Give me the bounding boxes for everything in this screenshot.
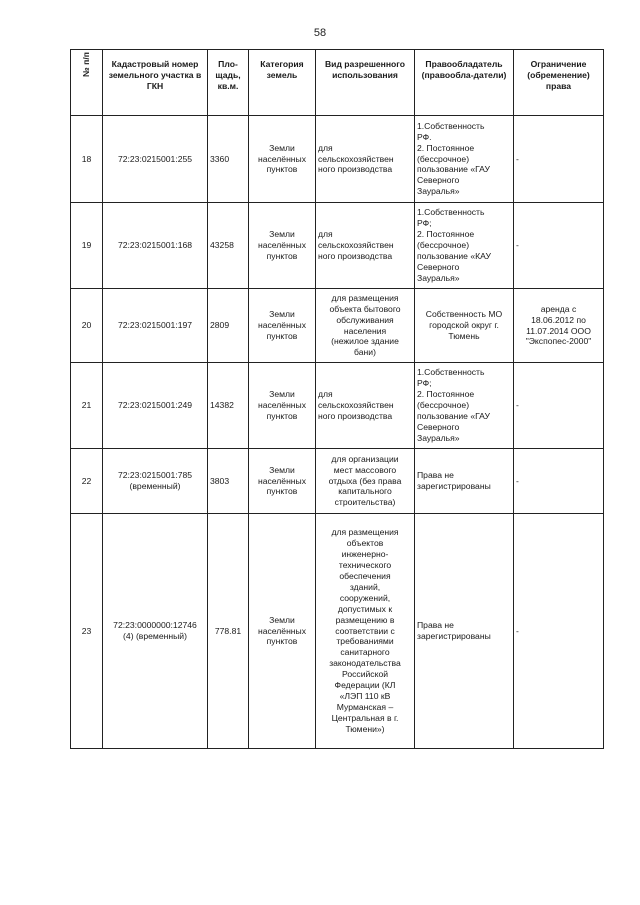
header-permitted-use: Вид разрешенного использования [316,50,415,116]
row-number: 20 [71,289,103,363]
area-value: 3803 [208,449,249,514]
encumbrance: - [514,449,604,514]
page-number: 58 [313,27,327,39]
table-row [71,289,604,363]
permitted-use: для размещения объектов инженерно- технического обеспечения зданий, сооружений, допустимых к размещению в соответствии с требованиями санитарного законодательства Российской Федерации (КЛ «ЛЭП 110 кВ Мурманская – Центральная в г. Тюмени») [316,514,415,749]
land-category: Земли населённых пунктов [249,203,316,289]
table-row [71,449,604,514]
cadastral-number: 72:23:0215001:785 (временный) [103,449,208,514]
header-cadastral-number: Кадастровый номер земельного участка в ГКН [103,50,208,116]
table-row [71,514,604,749]
row-number: 22 [71,449,103,514]
area-value: 3360 [208,116,249,203]
right-holder: Права не зарегистрированы [415,449,514,514]
area-value: 14382 [208,363,249,449]
right-holder: 1.Собственность РФ; 2. Постоянное (бессрочное) пользование «ГАУ Северного Зауралья» [415,363,514,449]
row-number: 19 [71,203,103,289]
land-plot-register-table [70,49,604,749]
table-header-row [71,50,604,116]
land-category: Земли населённых пунктов [249,289,316,363]
row-number: 18 [71,116,103,203]
encumbrance: - [514,116,604,203]
area-value: 2809 [208,289,249,363]
right-holder: 1.Собственность РФ. 2. Постоянное (бессрочное) пользование «ГАУ Северного Зауралья» [415,116,514,203]
cadastral-number: 72:23:0215001:197 [103,289,208,363]
header-encumbrance: Ограничение (обременение) права [514,50,604,116]
permitted-use: для сельскохозяйствен ного производства [316,363,415,449]
header-right-holder: Правообладатель (правообла-датели) [415,50,514,116]
header-num: № п/п [71,50,103,116]
permitted-use: для размещения объекта бытового обслуживания населения (нежилое здание бани) [316,289,415,363]
row-number: 23 [71,514,103,749]
land-category: Земли населённых пунктов [249,116,316,203]
row-number: 21 [71,363,103,449]
cadastral-number: 72:23:0215001:249 [103,363,208,449]
cadastral-number: 72:23:0215001:255 [103,116,208,203]
cadastral-number: 72:23:0215001:168 [103,203,208,289]
encumbrance: аренда с 18.06.2012 по 11.07.2014 ООО "Экспопес-2000" [514,289,604,363]
right-holder: Права не зарегистрированы [415,514,514,749]
area-value: 43258 [208,203,249,289]
land-category: Земли населённых пунктов [249,449,316,514]
cadastral-number: 72:23:0000000:12746 (4) (временный) [103,514,208,749]
permitted-use: для организации мест массового отдыха (без права капитального строительства) [316,449,415,514]
header-area: Пло-щадь, кв.м. [208,50,249,116]
right-holder: Собственность МО городской округ г. Тюмень [415,289,514,363]
land-category: Земли населённых пунктов [249,363,316,449]
encumbrance: - [514,363,604,449]
encumbrance: - [514,514,604,749]
right-holder: 1.Собственность РФ; 2. Постоянное (бессрочное) пользование «КАУ Северного Зауралья» [415,203,514,289]
encumbrance: - [514,203,604,289]
table-row [71,116,604,203]
header-land-category: Категория земель [249,50,316,116]
table-row [71,363,604,449]
permitted-use: для сельскохозяйствен ного производства [316,116,415,203]
land-category: Земли населённых пунктов [249,514,316,749]
table-row [71,203,604,289]
permitted-use: для сельскохозяйствен ного производства [316,203,415,289]
area-value: 778.81 [208,514,249,749]
